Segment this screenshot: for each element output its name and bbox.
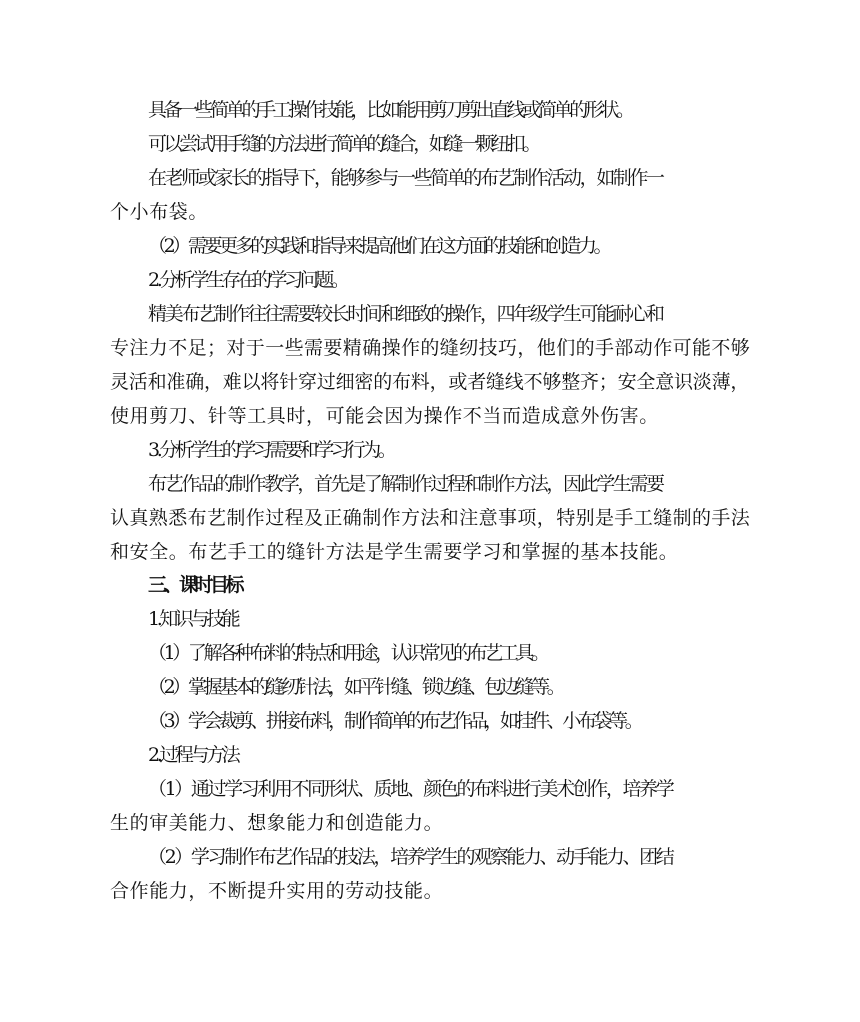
list-item: （3）学会裁剪、拼接布料，制作简单的布艺作品，如挂件、小布袋等。 [148, 710, 641, 732]
section-subheading: 3.分析学生的学习需要和学习行为。 [148, 439, 394, 461]
paragraph-line: 专注力不足；对于一些需要精确操作的缝纫技巧，他们的手部动作可能不够 [110, 337, 751, 359]
paragraph-line: （2）需要更多的实践和指导来提高他们在这方面的技能和创造力。 [148, 235, 610, 257]
paragraph-line: 合作能力，不断提升实用的劳动技能。 [110, 880, 444, 902]
section-subheading: 2.分析学生存在的学习问题。 [148, 269, 347, 291]
paragraph-line: 在老师或家长的指导下，能够参与一些简单的布艺制作活动，如制作一 [148, 167, 663, 189]
paragraph-line: 灵活和准确，难以将针穿过细密的布料，或者缝线不够整齐；安全意识淡薄， [110, 371, 750, 393]
list-item: （2）学习制作布艺作品的技法，培养学生的观察能力、动手能力、团结 [148, 846, 673, 868]
paragraph-line: 个小布袋。 [110, 201, 209, 223]
paragraph-line: 可以尝试用手缝的方法进行简单的缝合，如缝一颗纽扣。 [148, 133, 539, 155]
list-item: （2）掌握基本的缝纫针法，如平针缝、锁边缝、包边缝等。 [148, 676, 563, 698]
paragraph-line: 精美布艺制作往往需要较长时间和细致的操作，四年级学生可能耐心和 [148, 303, 663, 325]
section-subheading: 2.过程与方法 [148, 744, 238, 766]
section-subheading: 1.知识与技能 [148, 608, 238, 630]
paragraph-line: 使用剪刀、针等工具时，可能会因为操作不当而造成意外伤害。 [110, 405, 659, 427]
paragraph-line: 认真熟悉布艺制作过程及正确制作方法和注意事项，特别是手工缝制的手法 [110, 507, 751, 529]
paragraph-line: 布艺作品的制作教学，首先是了解制作过程和制作方法，因此学生需要 [148, 473, 663, 495]
section-heading: 三、课时目标 [148, 574, 242, 596]
list-item: （1）通过学习利用不同形状、质地、颜色的布料进行美术创作，培养学 [148, 778, 673, 800]
paragraph-line: 和安全。布艺手工的缝针方法是学生需要学习和掌握的基本技能。 [110, 541, 679, 563]
list-item: （1）了解各种布料的特点和用途，认识常见的布艺工具。 [148, 642, 547, 664]
paragraph-line: 具备一些简单的手工操作技能，比如能用剪刀剪出直线或简单的形状。 [148, 99, 632, 121]
paragraph-line: 生的审美能力、想象能力和创造能力。 [110, 812, 444, 834]
